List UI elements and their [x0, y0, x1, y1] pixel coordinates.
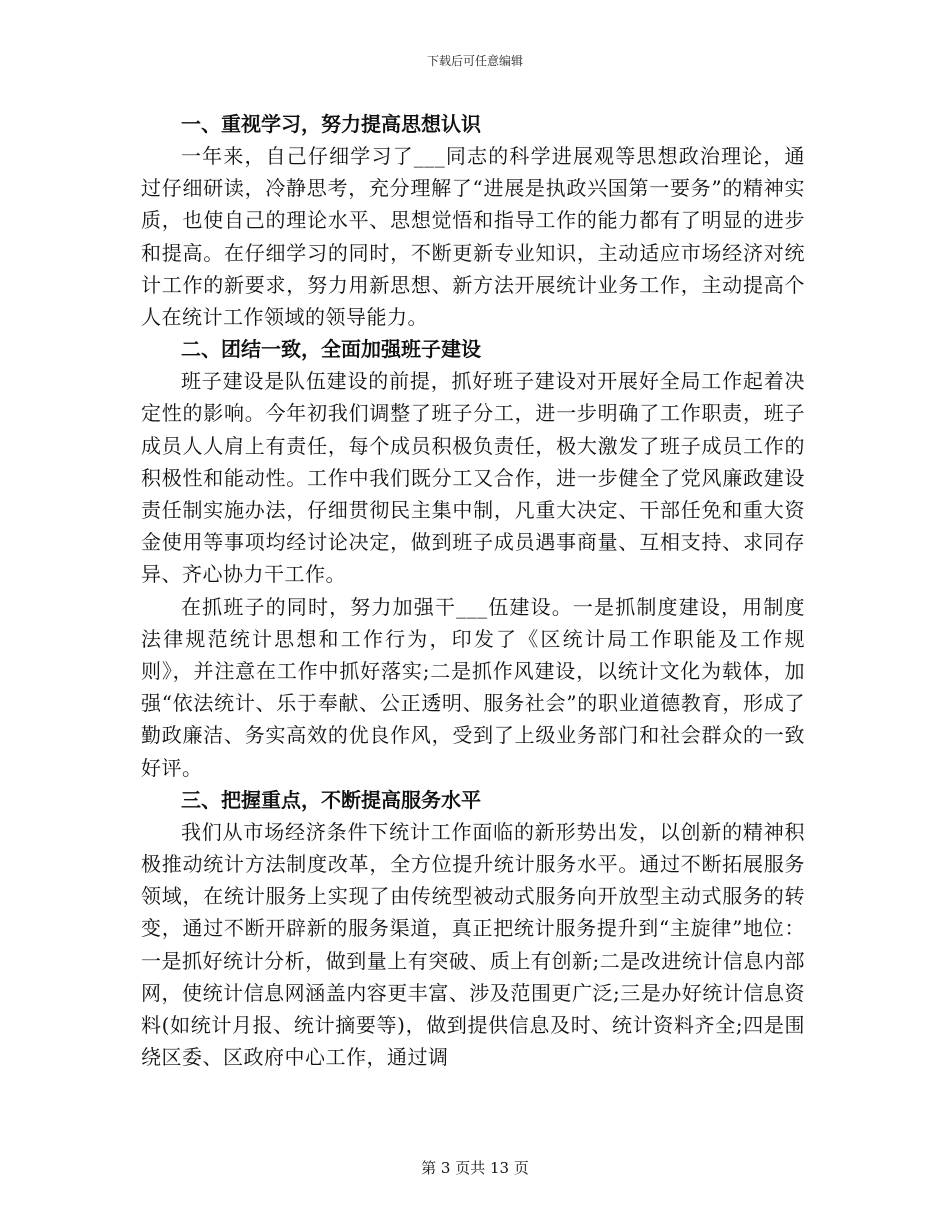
section-heading-1: 一、重视学习，努力提高思想认识 [181, 112, 481, 136]
page-footer: 第 3 页共 13 页 [421, 1159, 529, 1177]
section-1-paragraph-1: 一年来，自己仔细学习了___同志的科学进展观等思想政治理论，通过仔细研读，冷静思考，充分理解了“进展是执政兴国第一要务”的精神实质，也使自己的理论水平、思想觉悟和指导工作的能力都有了明显的进步和提高。在仔细学习的同时，不断更新专业知识，主动适应市场经济对统计工作的新要求，努力用新思想、新方法开展统计业务工作，主动提高个人在统计工作领域的领导能力。 [141, 144, 805, 330]
page-header: 下载后可任意编辑 [426, 54, 523, 68]
document-body [141, 108, 805, 1073]
section-2-paragraph-1: 班子建设是队伍建设的前提，抓好班子建设对开展好全局工作起着决定性的影响。今年初我们调整了班子分工，进一步明确了工作职责，班子成员人人肩上有责任，每个成员积极负责任，极大激发了班子成员工作的积极性和能动性。工作中我们既分工又合作，进一步健全了党风廉政建设责任制实施办法，仔细贯彻民主集中制，凡重大决定、干部任免和重大资金使用等事项均经讨论决定，做到班子成员遇事商量、互相支持、求同存异、齐心协力干工作。 [141, 369, 805, 587]
section-3-paragraph-1: 我们从市场经济条件下统计工作面临的新形势出发，以创新的精神积极推动统计方法制度改革，全方位提升统计服务水平。通过不断拓展服务领域，在统计服务上实现了由传统型被动式服务向开放型主动式服务的转变，通过不断开辟新的服务渠道，真正把统计服务提升到“主旋律”地位：一是抓好统计分析，做到量上有突破、质上有创新;二是改进统计信息内部网，使统计信息网涵盖内容更丰富、涉及范围更广泛;三是办好统计信息资料(如统计月报、统计摘要等)，做到提供信息及时、统计资料齐全;四是围绕区委、区政府中心工作，通过调 [141, 819, 805, 1070]
section-2-paragraph-2: 在抓班子的同时，努力加强干___伍建设。一是抓制度建设，用制度法律规范统计思想和工作行为，印发了《区统计局工作职能及工作规则》，并注意在工作中抓好落实;二是抓作风建设，以统计文化为载体，加强“依法统计、乐于奉献、公正透明、服务社会”的职业道德教育，形成了勤政廉洁、务实高效的优良作风，受到了上级业务部门和社会群众的一致好评。 [141, 594, 805, 780]
section-heading-2: 二、团结一致，全面加强班子建设 [181, 337, 481, 362]
section-heading-3: 三、把握重点，不断提高服务水平 [181, 787, 481, 812]
